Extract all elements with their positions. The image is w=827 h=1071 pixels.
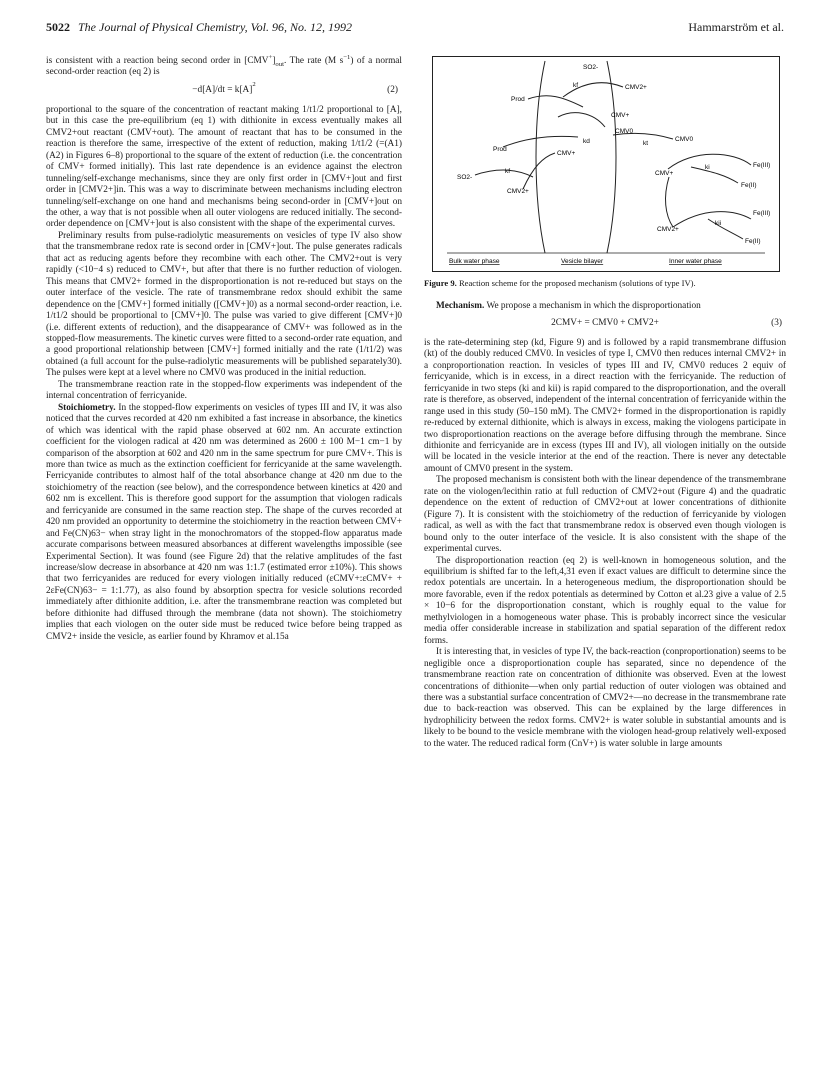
running-authors: Hammarström et al. — [688, 20, 784, 34]
right-column — [424, 56, 786, 750]
label-bulk-phase: Bulk water phase — [449, 258, 500, 265]
label-fe2-a: Fe(II) — [741, 182, 757, 189]
paragraph-back-reaction: It is interesting that, in vesicles of type IV, the back-reaction (conproportionation) seems to be negligible once a disproportionation couple has separated, since no dependence of the transmembrane reaction rate on concentration of dithionite was observed. Even at the lowest concentrations of dithionite—when only partial reduction of outer viologen was obtained and there was a substantial surface concentration of CMV2+—no decrease in the transmembrane rate due to back-reaction was observed. This can be explained by the large differences in hydrophilicity between the redox forms. CMV2+ is water soluble in substantial amounts and is likely to be bound to the vesicle membrane with the viologen head-group relatively well-exposed to the water. The reduced radical form (CnV+) is water soluble in large amounts — [424, 647, 786, 749]
label-kf-mid: kf — [505, 168, 511, 175]
label-bilayer: Vesicle bilayer — [561, 258, 604, 265]
label-cmv0-inner: CMV0 — [675, 136, 694, 143]
paragraph-mechanism-intro: Mechanism. We propose a mechanism in which the disproportionation — [436, 300, 701, 311]
label-kt: kt — [643, 140, 649, 147]
left-column — [46, 53, 403, 643]
label-fe3-a: Fe(III) — [753, 162, 771, 169]
label-cmv2-mid: CMV2+ — [507, 188, 529, 195]
label-so2-top: SO2- — [583, 64, 599, 71]
label-kii: kii — [715, 220, 722, 227]
label-cmv2-top: CMV2+ — [625, 84, 647, 91]
paragraph-consistency: The proposed mechanism is consistent both with the linear dependence of the transmembrane rate on the viologen/lecithin ratio at full reduction of CMV2+out (Figure 4) and the quadratic dependence on the extent of reduction of CMV2+out at lower concentrations of dithionite (Figure 7). It is consistent with the stoichiometry of the reduction of ferricyanide by viologen radical, as well as with the fact that transmembrane redox is observed even though viologen is bound only to the outer interface of the vesicle. It is also consistent with the shape of the experimental curves. — [424, 475, 786, 555]
label-fe2-b: Fe(II) — [745, 238, 761, 245]
page-header — [46, 20, 784, 36]
figure-caption: Figure 9. Reaction scheme for the proposed mechanism (solutions of type IV). — [424, 278, 696, 288]
label-fe3-b: Fe(III) — [753, 210, 771, 217]
paragraph-intro: is consistent with a reaction being second order in $[CMV^+]_{out}$. The rate (M $s^{-1}$) of a normal second-order reaction (eq 2) is — [46, 53, 403, 78]
section-heading-stoichiometry: Stoichiometry. — [58, 402, 116, 413]
section-heading-mechanism: Mechanism. — [436, 300, 485, 311]
paragraph-pulse-radiolysis: Preliminary results from pulse-radiolytic measurements on vesicles of type IV also show that the transmembrane redox rate is second order in [CMV+]out. The pulse generates radicals that act as reducing agents before they recombine with each other. The CMV2+out is very rapidly (<10−4 s) reduced to CMV+, but after that there is no further reduction of viologen. This means that CMV2+ formed in the disproportionation is not re-reduced but stays on the outer interface of the vesicle. The rate of transmembrane redox should exhibit the same dependence on the [CMV+] formed initially ([CMV+]0) as a normal second-order reaction, i.e. 1/t1/2 should be proportional to [CMV+]0. The pulse was varied to give different [CMV+]0 (i.e. different extents of reduction), and the disappearance of CMV+ was followed as in the stopped-flow measurements. The kinetic curves were fitted to a second-order rate equation, and a good proportional relationship between [CMV+] formed initially and the rate (1/t1/2) was obtained (a full account for the pulse-radiolytic measurements will be published separately30). The pulses were kept at a level where no CMV0 was produced in the initial reduction. — [46, 230, 402, 379]
label-so2-mid: SO2- — [457, 174, 473, 181]
paragraph-stoichiometry: Stoichiometry. In the stopped-flow experiments on vesicles of types III and IV, it was also noticed that the curves recorded at 420 nm exhibited a fast increase in absorbance, the kinetics of which was identical with the rapid phase observed at 602 nm. An accurate extinction coefficient for the viologen radical at 420 nm was determined as 2600 ± 100 M−1 cm−1 by comparison of the absorption at 602 and 420 nm in the same spectrum for pure CMV+. This is more than twice as much as the extinction coefficient for ferricyanide at the same wavelength. Ferricyanide contributes to almost half of the total absorbance change at 420 nm due to the stoichiometry of the reaction (see below), and the correspondence between kinetics at 420 and 602 nm is excellent. This is therefore good support for the assumption that viologen radicals and ferricyanide are consumed in the same reaction step. The shape of the curves recorded at 420 nm provided an opportunity to determine the stoichiometry in the reaction between CMV+ and Fe(CN)63− when stray light in the monochromators of the stopped-flow apparatus made accurate comparisons between measured absorbances at different wavelengths impossible (see Experimental Section). It was found (see Figure 2d) that the relative amplitudes of the fast increase/slow decrease in absorbance at 420 nm was 1:1.7 (estimated error ±10%). This shows that two ferricyanides are reduced for every viologen initially reduced (εCMV+:εCMV+ + 2εFe(CN)63− = 1:1.77), as also found by absorption spectra for vesicle solutions recorded immediately after dithionite addition, i.e. after the transmembrane reaction was completed but before dithionite had diffused through the membrane (data not shown). The stoichiometry implies that each viologen on the outer side must be reduced twice before being trapped as CMV2+ inside the vesicle, as earlier found by Khramov et al.15a — [46, 402, 402, 642]
label-kd: kd — [583, 138, 590, 145]
journal-title: The Journal of Physical Chemistry, Vol. 96, No. 12, 1992 — [78, 20, 352, 34]
paragraph-disproportionation: The disproportionation reaction (eq 2) is well-known in homogeneous solution, and the equilibrium is shifted far to the left,4,31 even if exact values are difficult to determine since the redox potentials are uncertain. In a heterogeneous medium, the disproportionation should be more favorable, even if the redox potentials as determined by Cotton et al.23 give a value of 2.5 × 10−6 for the disproportionation constant, which is roughly equal to the value for methylviologen in a homogeneous water phase. This is probably incorrect since the vesicular media offer considerable increase in stabilization and spatial separation of the different redox forms. — [424, 555, 786, 646]
page-number: 5022 — [46, 20, 70, 34]
label-cmv-plus: CMV+ — [611, 112, 630, 119]
label-kf-top: kf — [573, 82, 579, 89]
figure-9-scheme — [432, 56, 780, 272]
label-cmv2-inner: CMV2+ — [657, 226, 679, 233]
label-prod-mid: Prod — [493, 146, 507, 153]
label-cmv-inner: CMV+ — [655, 170, 674, 177]
paragraph-mechanism: is the rate-determining step (kd, Figure 9) and is followed by a rapid transmembrane diffusion (kt) of the doubly reduced CMV0. In vesicles of type I, CMV0 then reduces internal CMV2+ in a conproportionation reaction. In vesicles of types III and IV, CMV0 reduces 2 equiv of ferricyanide, which is in excess, in a direct reaction with the ferricyanide. The reduction of ferricyanide in two steps (ki and kii) is rapid compared to the disproportionation, and the overall rate is therefore, as observed, independent of the internal concentration of ferricyanide within the range used in this study (50–150 mM). The CMV2+ formed in the disproportionation is rapidly re-reduced by external dithionite, which is always in excess, making the viologens participate in two disproportionation reactions on the average before diffusing through the membrane. Since dithionite and ferricyanide are in excess (types III and IV), all viologen initially on the outside will be located in the vesicle interior at the end of the reaction. There is never any detectable amount of CMV0 present in the system. — [424, 337, 786, 474]
label-inner-phase: Inner water phase — [669, 258, 722, 265]
label-ki: ki — [705, 164, 710, 171]
paragraph-ferricyanide: The transmembrane reaction rate in the stopped-flow experiments was independent of the internal concentration of ferricyanide. — [46, 379, 402, 402]
label-cmv0: CMV0 — [615, 128, 634, 135]
equation-3: 2CMV+ = CMV0 + CMV2+ (3) — [551, 317, 782, 328]
label-cmv-mid: CMV+ — [557, 150, 576, 157]
reaction-scheme-diagram — [433, 57, 779, 271]
equation-2: −d[A]/dt = k[A] 2 (2) — [192, 80, 398, 95]
label-prod-top: Prod — [511, 96, 525, 103]
paragraph-rate: proportional to the square of the concentration of reactant making 1/t1/2 proportional to [A], but in this case the pre-equilibrium (eq 1) with dithionite in excess eventually makes all CMV2+out reactant (CMV+out). The amount of reactant that has to be consumed in the reaction is therefore the same, irrespective of the extent of reduction, making 1/t1/2 (=(A1)(A2) in Figures 6–8) proportional to the square of the extent of reduction (i.e. the concentration of CMV+ formed initially). This last rate dependence is an evidence against the electron tunneling/self-exchange mechanisms, since they are only first order in [CMV+]out and first order in [CMV2+]in. This was a way to discriminate between mechanisms including electron tunneling/self-exchange on one hand and mechanisms being second-order in [CMV+]out on the other, a way that is not possible when all outer viologens are reduced initially. The second-order dependence on [CMV+]out is also consistent with the shape of the experimental curves. — [46, 104, 402, 230]
